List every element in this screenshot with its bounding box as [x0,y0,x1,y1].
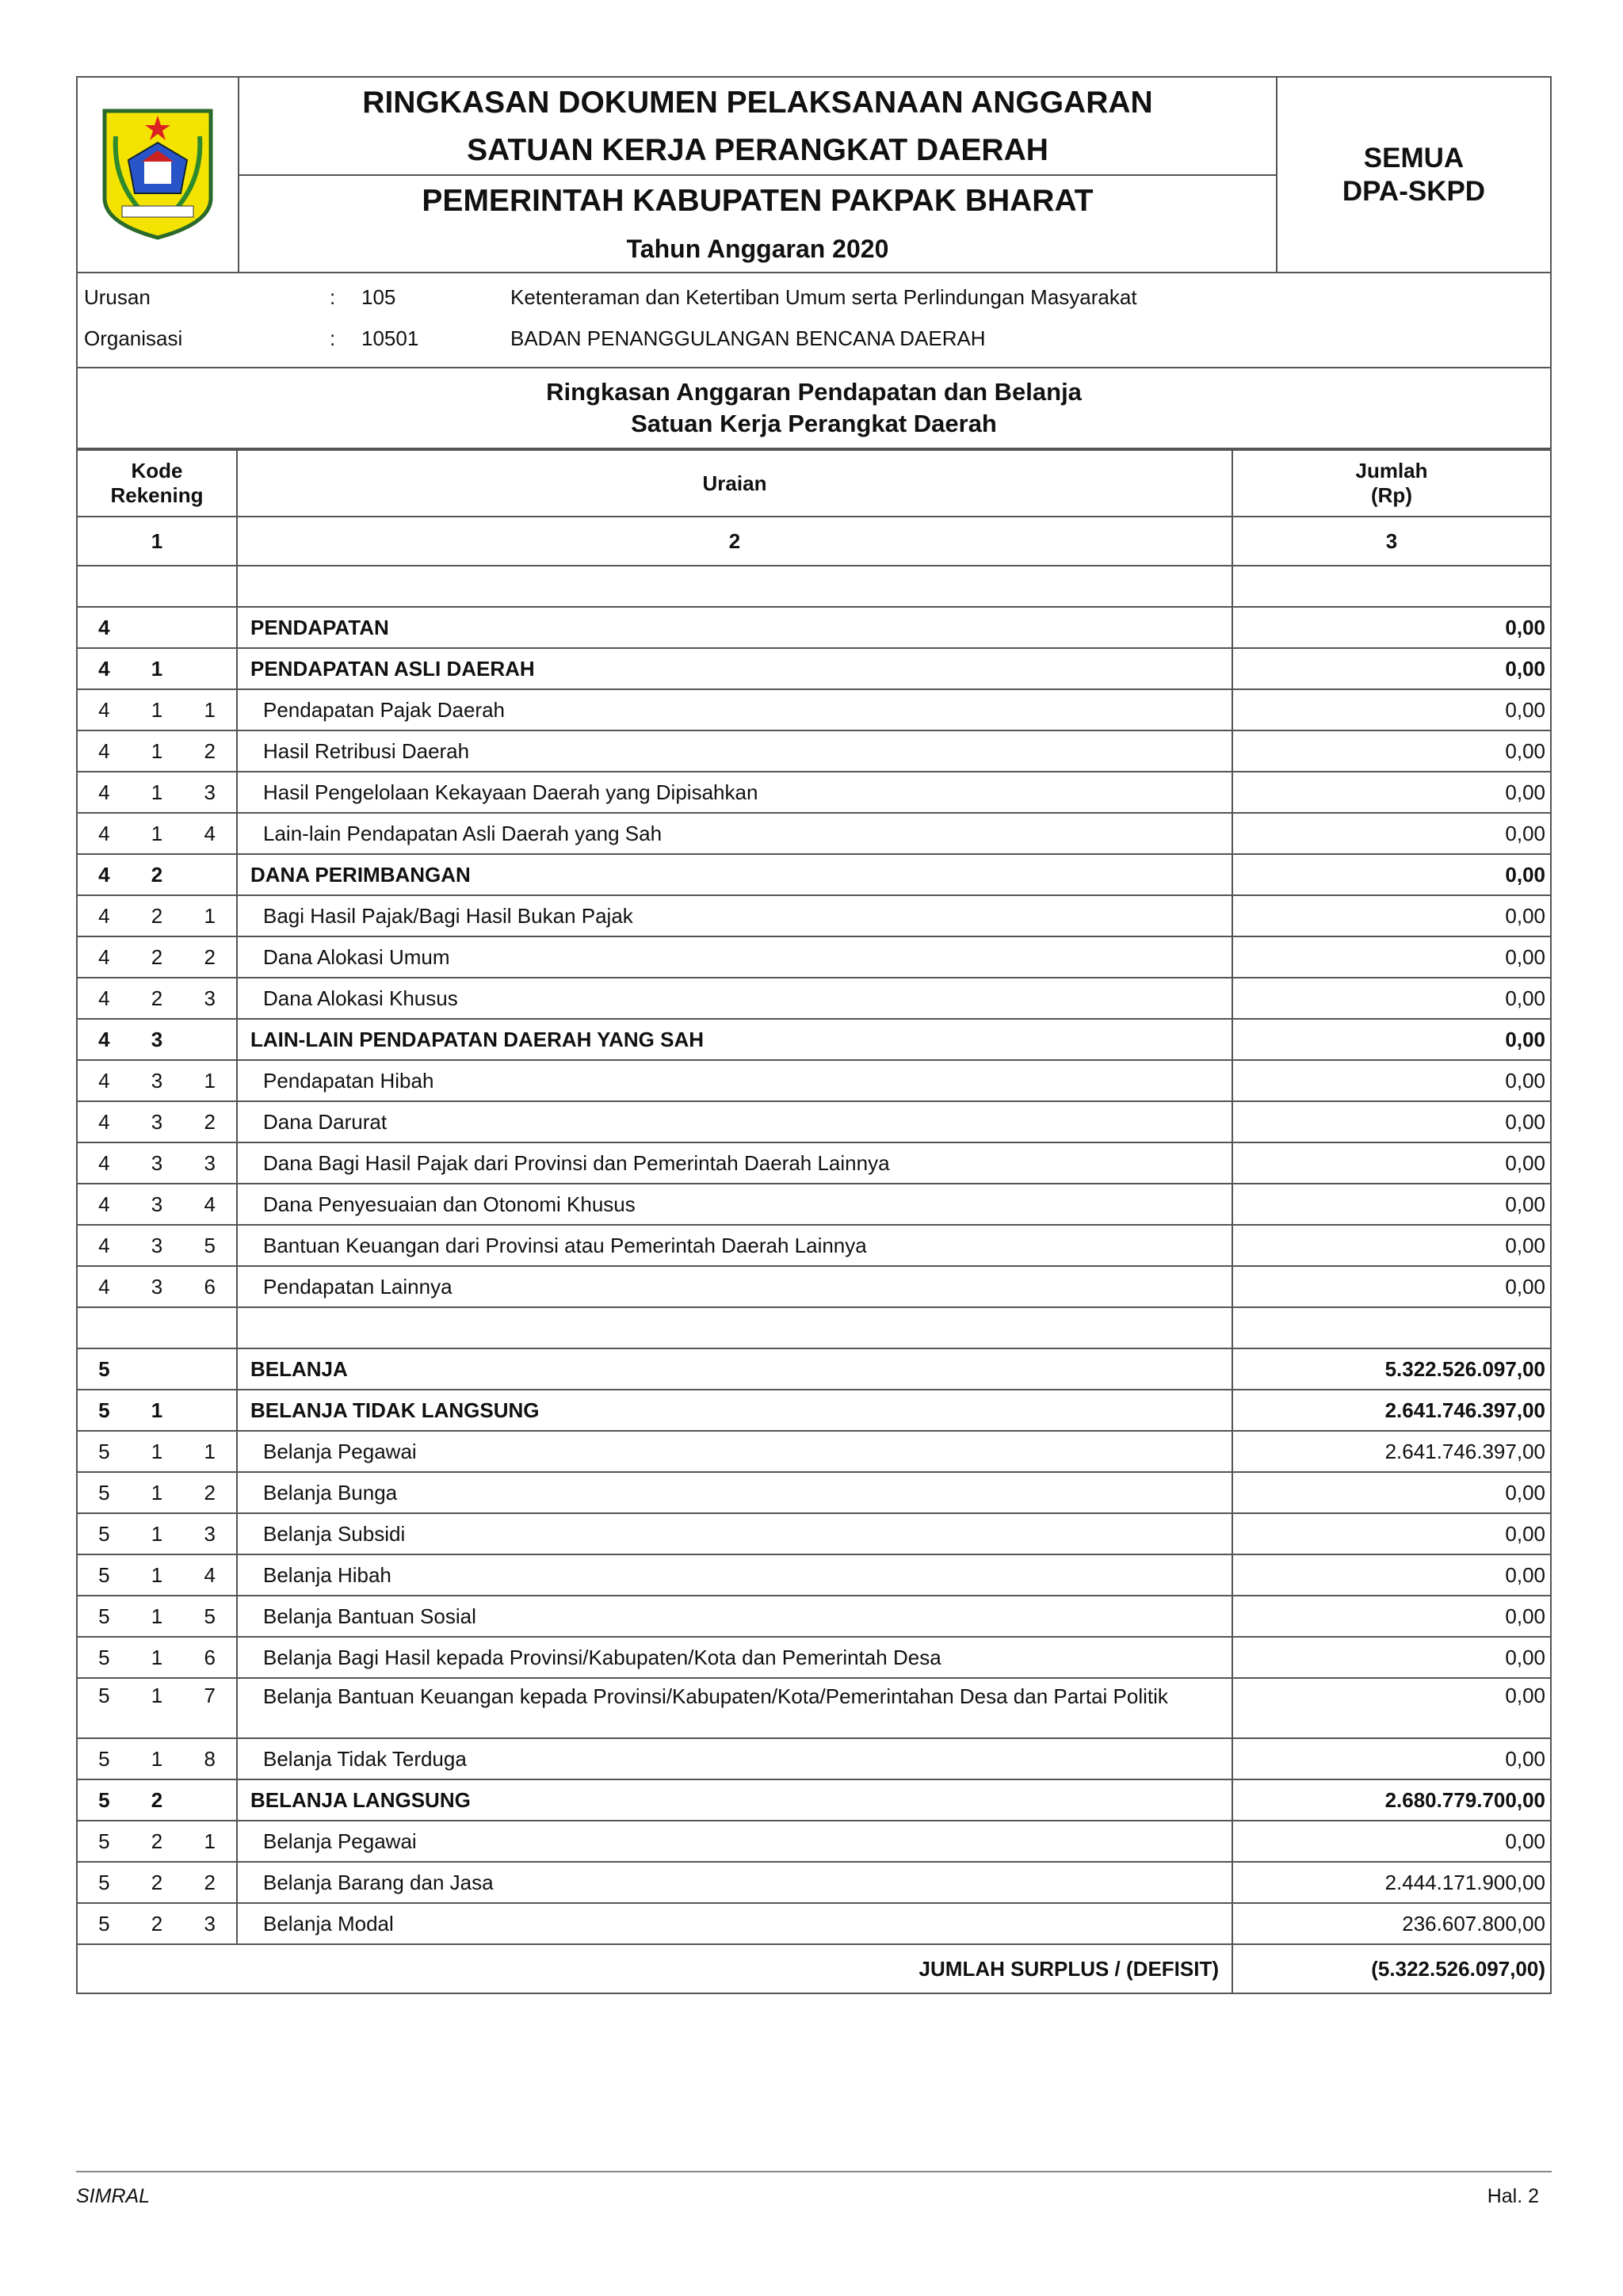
kode-k1: 5 [98,1356,110,1381]
kode-k2: 2 [151,1829,163,1853]
jumlah-header-line1: Jumlah [1355,459,1428,482]
kode-k1: 4 [98,944,110,969]
subtitle-line1: Ringkasan Anggaran Pendapatan dan Belanja [546,378,1082,406]
total-row [77,1944,1551,1993]
uraian-cell: Belanja Hibah [237,1554,1232,1596]
uraian-cell: Belanja Subsidi [237,1513,1232,1554]
kode-k2: 3 [151,1233,163,1257]
kode-k3: 4 [204,1192,216,1216]
kode-k1: 4 [98,1233,110,1257]
kode-k3 [183,1788,236,1813]
kode-k2: 1 [151,1439,163,1463]
kode-k3: 2 [204,1480,216,1505]
kode-k3: 3 [204,1911,216,1936]
kode-header-line1: Kode [131,459,183,482]
table-row [77,1142,1551,1184]
organisasi-label: Organisasi [84,326,183,350]
uraian-cell: Belanja Bantuan Keuangan kepada Provinsi/Kabupaten/Kota/Pemerintahan Desa dan Partai Politik [237,1678,1232,1738]
kode-header-line2: Rekening [110,483,204,507]
kode-cell [77,1142,237,1184]
organisasi-name: BADAN PENANGGULANGAN BENCANA DAERAH [510,326,986,350]
kode-k3 [183,657,236,681]
kode-cell [77,1472,237,1513]
table-row [77,1513,1551,1554]
uraian-cell: Dana Bagi Hasil Pajak dari Provinsi dan Pemerintah Daerah Lainnya [237,1142,1232,1184]
table-row [77,648,1551,689]
info-block [76,273,1552,368]
kode-k3: 6 [204,1274,216,1299]
amount-cell: 0,00 [1232,607,1551,648]
colnum-3: 3 [1232,517,1551,566]
amount-cell: 5.322.526.097,00 [1232,1348,1551,1390]
amount-cell: 0,00 [1232,1184,1551,1225]
amount-cell: 0,00 [1232,1738,1551,1779]
document [76,76,1552,1994]
kode-k3: 1 [204,697,216,722]
kode-cell [77,1101,237,1142]
uraian-cell: Belanja Bunga [237,1472,1232,1513]
table-row [77,1431,1551,1472]
footer-app-name: SIMRAL [76,2185,151,2207]
kode-cell [77,1554,237,1596]
kode-cell [77,1862,237,1903]
kode-k1: 4 [98,615,110,639]
kode-k1: 4 [98,697,110,722]
amount-cell: 0,00 [1232,1472,1551,1513]
kode-k2: 2 [151,903,163,928]
footer-divider [76,2171,1552,2172]
table-row [77,1266,1551,1307]
kode-k2: 1 [151,1645,163,1669]
kode-k3 [183,1357,236,1382]
amount-cell: 0,00 [1232,1019,1551,1060]
table-row [77,772,1551,813]
kode-k3 [183,1398,236,1423]
kode-k2 [131,616,184,640]
uraian-cell: Bantuan Keuangan dari Provinsi atau Pemerintah Daerah Lainnya [237,1225,1232,1266]
kode-k3: 5 [204,1233,216,1257]
column-number-row [77,517,1551,566]
uraian-cell: BELANJA TIDAK LANGSUNG [237,1390,1232,1431]
kode-cell [77,1060,237,1101]
kode-k1: 5 [98,1562,110,1587]
kode-cell [77,1513,237,1554]
kode-k2: 2 [151,986,163,1010]
total-amount: (5.322.526.097,00) [1232,1944,1551,1993]
table-row [77,1903,1551,1944]
kode-k2: 1 [151,780,163,804]
table-row [77,1862,1551,1903]
uraian-cell: Pendapatan Lainnya [237,1266,1232,1307]
table-row [77,689,1551,730]
amount-cell: 0,00 [1232,854,1551,895]
uraian-cell: BELANJA LANGSUNG [237,1779,1232,1821]
amount-cell: 0,00 [1232,648,1551,689]
kode-cell [77,936,237,978]
uraian-cell: Hasil Pengelolaan Kekayaan Daerah yang Dipisahkan [237,772,1232,813]
table-row [77,813,1551,854]
kode-k2: 1 [151,656,163,681]
amount-cell: 0,00 [1232,813,1551,854]
jumlah-header-line2: (Rp) [1371,483,1412,507]
kode-cell [77,1903,237,1944]
table-row [77,854,1551,895]
kode-k2: 1 [151,1684,163,1707]
kode-k3: 3 [204,986,216,1010]
kode-k2: 3 [151,1192,163,1216]
kode-cell [77,730,237,772]
kode-k1: 4 [98,821,110,845]
table-row [77,1101,1551,1142]
dpa-skpd-label: DPA-SKPD [1342,175,1486,207]
table-row [77,1390,1551,1431]
kode-k1: 4 [98,1068,110,1093]
table-row [77,1019,1551,1060]
kode-cell [77,607,237,648]
table-row [77,1821,1551,1862]
kode-k3: 3 [204,1150,216,1175]
amount-cell: 0,00 [1232,978,1551,1019]
total-label: JUMLAH SURPLUS / (DEFISIT) [77,1944,1232,1993]
kode-cell [77,1431,237,1472]
kode-k1: 5 [98,1480,110,1505]
kode-k3: 8 [204,1746,216,1771]
page-number: Hal. 2 [1487,2185,1539,2207]
kode-k1: 5 [98,1398,110,1422]
kode-k1: 4 [98,862,110,887]
kode-k3: 2 [204,1109,216,1134]
uraian-cell: BELANJA [237,1348,1232,1390]
kode-k1: 5 [98,1746,110,1771]
kode-k3 [183,616,236,640]
kode-cell [77,1779,237,1821]
kode-k2: 2 [151,944,163,969]
amount-cell: 0,00 [1232,1266,1551,1307]
kode-k1: 4 [98,903,110,928]
table-body [77,566,1551,1944]
title-line1: RINGKASAN DOKUMEN PELAKSANAAN ANGGARAN [362,85,1153,120]
kode-k2: 3 [151,1068,163,1093]
kode-k3: 2 [204,944,216,969]
kode-cell [77,1637,237,1678]
amount-cell: 0,00 [1232,1513,1551,1554]
kode-k3: 1 [204,1439,216,1463]
amount-cell: 0,00 [1232,1678,1551,1738]
kode-k2: 3 [151,1109,163,1134]
kode-k2: 3 [151,1027,163,1051]
organisasi-code: 10501 [361,326,419,350]
kode-k2: 1 [151,1562,163,1587]
title-cell [239,77,1277,273]
organisasi-colon: : [330,326,336,350]
kode-k3 [183,863,236,887]
uraian-cell: Pendapatan Hibah [237,1060,1232,1101]
amount-cell: 0,00 [1232,1225,1551,1266]
table-row [77,730,1551,772]
amount-cell: 2.444.171.900,00 [1232,1862,1551,1903]
amount-cell: 0,00 [1232,772,1551,813]
kode-k2 [131,1357,184,1382]
uraian-cell: Belanja Tidak Terduga [237,1738,1232,1779]
urusan-code: 105 [361,285,396,309]
kode-k2: 2 [151,1911,163,1936]
uraian-cell: PENDAPATAN ASLI DAERAH [237,648,1232,689]
table-row [77,1184,1551,1225]
colnum-2: 2 [237,517,1232,566]
amount-cell: 0,00 [1232,1101,1551,1142]
organisasi-row [78,318,1550,359]
kode-k1: 4 [98,1027,110,1051]
title-line2: SATUAN KERJA PERANGKAT DAERAH [239,127,1276,176]
table-header-row [77,450,1551,517]
kode-k1: 4 [98,1274,110,1299]
kode-k2: 2 [151,862,163,887]
regency-emblem-icon [98,105,217,241]
uraian-cell [237,1307,1232,1348]
kode-k3: 2 [204,1870,216,1894]
amount-cell: 0,00 [1232,1596,1551,1637]
table-row [77,1348,1551,1390]
kode-cell [77,1307,237,1348]
kode-cell [77,772,237,813]
uraian-cell: Belanja Modal [237,1903,1232,1944]
amount-cell: 0,00 [1232,1637,1551,1678]
kode-k3: 2 [204,738,216,763]
kode-k2: 1 [151,1480,163,1505]
amount-cell [1232,566,1551,607]
uraian-cell: Lain-lain Pendapatan Asli Daerah yang Sah [237,813,1232,854]
table-row [77,1637,1551,1678]
jumlah-header [1232,450,1551,517]
kode-k2: 1 [151,697,163,722]
amount-cell: 0,00 [1232,1142,1551,1184]
uraian-header: Uraian [237,450,1232,517]
kode-cell [77,1596,237,1637]
kode-k2: 1 [151,1398,163,1422]
summary-subtitle [76,368,1552,449]
kode-header [77,450,237,517]
uraian-cell: Pendapatan Pajak Daerah [237,689,1232,730]
kode-cell [77,895,237,936]
uraian-cell: Belanja Bagi Hasil kepada Provinsi/Kabupaten/Kota dan Pemerintah Desa [237,1637,1232,1678]
kode-k3: 7 [204,1684,216,1707]
amount-cell: 0,00 [1232,1554,1551,1596]
kode-k1: 4 [98,1109,110,1134]
kode-k1: 5 [98,1829,110,1853]
uraian-cell: Belanja Pegawai [237,1821,1232,1862]
kode-k1: 4 [98,780,110,804]
urusan-row [78,277,1550,318]
kode-cell [77,648,237,689]
logo-cell [77,77,239,273]
kode-cell [77,689,237,730]
kode-k1: 4 [98,1150,110,1175]
kode-k1: 4 [98,656,110,681]
kode-k3: 1 [204,903,216,928]
kode-cell [77,1678,237,1738]
kode-k3: 3 [204,780,216,804]
kode-k3: 1 [204,1829,216,1853]
kode-cell [77,1390,237,1431]
uraian-cell [237,566,1232,607]
kode-k3: 6 [204,1645,216,1669]
amount-cell: 0,00 [1232,1821,1551,1862]
kode-k1: 5 [98,1911,110,1936]
kode-k2: 3 [151,1274,163,1299]
kode-cell [77,1184,237,1225]
table-row [77,1596,1551,1637]
table-row [77,607,1551,648]
kode-k3: 1 [204,1068,216,1093]
uraian-cell: PENDAPATAN [237,607,1232,648]
dpa-badge [1277,77,1551,273]
kode-k2: 1 [151,821,163,845]
kode-k2: 1 [151,1521,163,1546]
kode-k3: 4 [204,1562,216,1587]
budget-year: Tahun Anggaran 2020 [626,234,889,263]
kode-k2: 1 [151,1746,163,1771]
kode-k1: 4 [98,738,110,763]
kode-k3: 3 [204,1521,216,1546]
uraian-cell: DANA PERIMBANGAN [237,854,1232,895]
amount-cell: 0,00 [1232,1060,1551,1101]
kode-k1: 5 [98,1645,110,1669]
kode-cell [77,1738,237,1779]
amount-cell: 236.607.800,00 [1232,1903,1551,1944]
urusan-name: Ketenteraman dan Ketertiban Umum serta Perlindungan Masyarakat [510,285,1137,309]
kode-k1: 5 [98,1521,110,1546]
table-row [77,1225,1551,1266]
kode-k1: 5 [98,1439,110,1463]
amount-cell: 2.680.779.700,00 [1232,1779,1551,1821]
table-row [77,1472,1551,1513]
kode-cell [77,813,237,854]
header-table [76,76,1552,273]
uraian-cell: Belanja Barang dan Jasa [237,1862,1232,1903]
urusan-colon: : [330,285,336,309]
amount-cell: 2.641.746.397,00 [1232,1390,1551,1431]
table-row [77,895,1551,936]
uraian-cell: Dana Darurat [237,1101,1232,1142]
kode-cell [77,1266,237,1307]
colnum-1: 1 [77,517,237,566]
footer [76,2185,1539,2208]
kode-cell [77,854,237,895]
table-row [77,1738,1551,1779]
kode-cell [77,1348,237,1390]
uraian-cell: Hasil Retribusi Daerah [237,730,1232,772]
semua-label: SEMUA [1363,142,1465,174]
blank-row [77,1307,1551,1348]
amount-cell: 0,00 [1232,730,1551,772]
uraian-cell: LAIN-LAIN PENDAPATAN DAERAH YANG SAH [237,1019,1232,1060]
kode-k1: 5 [98,1870,110,1894]
kode-k3 [183,1028,236,1052]
title-line3: PEMERINTAH KABUPATEN PAKPAK BHARAT [422,183,1094,218]
table-row [77,1554,1551,1596]
amount-cell: 0,00 [1232,895,1551,936]
kode-k2: 1 [151,738,163,763]
kode-k2: 2 [151,1870,163,1894]
kode-k1: 4 [98,986,110,1010]
kode-cell [77,1225,237,1266]
kode-k3: 5 [204,1604,216,1628]
table-row [77,1060,1551,1101]
kode-cell [77,1019,237,1060]
uraian-cell: Dana Alokasi Khusus [237,978,1232,1019]
kode-k1: 5 [98,1787,110,1812]
kode-k2: 2 [151,1787,163,1812]
subtitle-line2: Satuan Kerja Perangkat Daerah [631,410,997,437]
kode-k3: 4 [204,821,216,845]
urusan-label: Urusan [84,285,151,309]
amount-cell: 2.641.746.397,00 [1232,1431,1551,1472]
amount-cell [1232,1307,1551,1348]
uraian-cell: Bagi Hasil Pajak/Bagi Hasil Bukan Pajak [237,895,1232,936]
blank-row [77,566,1551,607]
kode-k1: 4 [98,1192,110,1216]
amount-cell: 0,00 [1232,936,1551,978]
kode-cell [77,1821,237,1862]
table-row [77,1779,1551,1821]
kode-k2: 3 [151,1150,163,1175]
kode-cell [77,566,237,607]
uraian-cell: Belanja Bantuan Sosial [237,1596,1232,1637]
uraian-cell: Dana Penyesuaian dan Otonomi Khusus [237,1184,1232,1225]
kode-k1: 5 [98,1684,110,1707]
uraian-cell: Dana Alokasi Umum [237,936,1232,978]
kode-cell [77,978,237,1019]
table-row [77,936,1551,978]
table-row [77,1678,1551,1738]
kode-k1: 5 [98,1604,110,1628]
budget-table [76,449,1552,1994]
kode-k2: 1 [151,1604,163,1628]
uraian-cell: Belanja Pegawai [237,1431,1232,1472]
amount-cell: 0,00 [1232,689,1551,730]
table-row [77,978,1551,1019]
